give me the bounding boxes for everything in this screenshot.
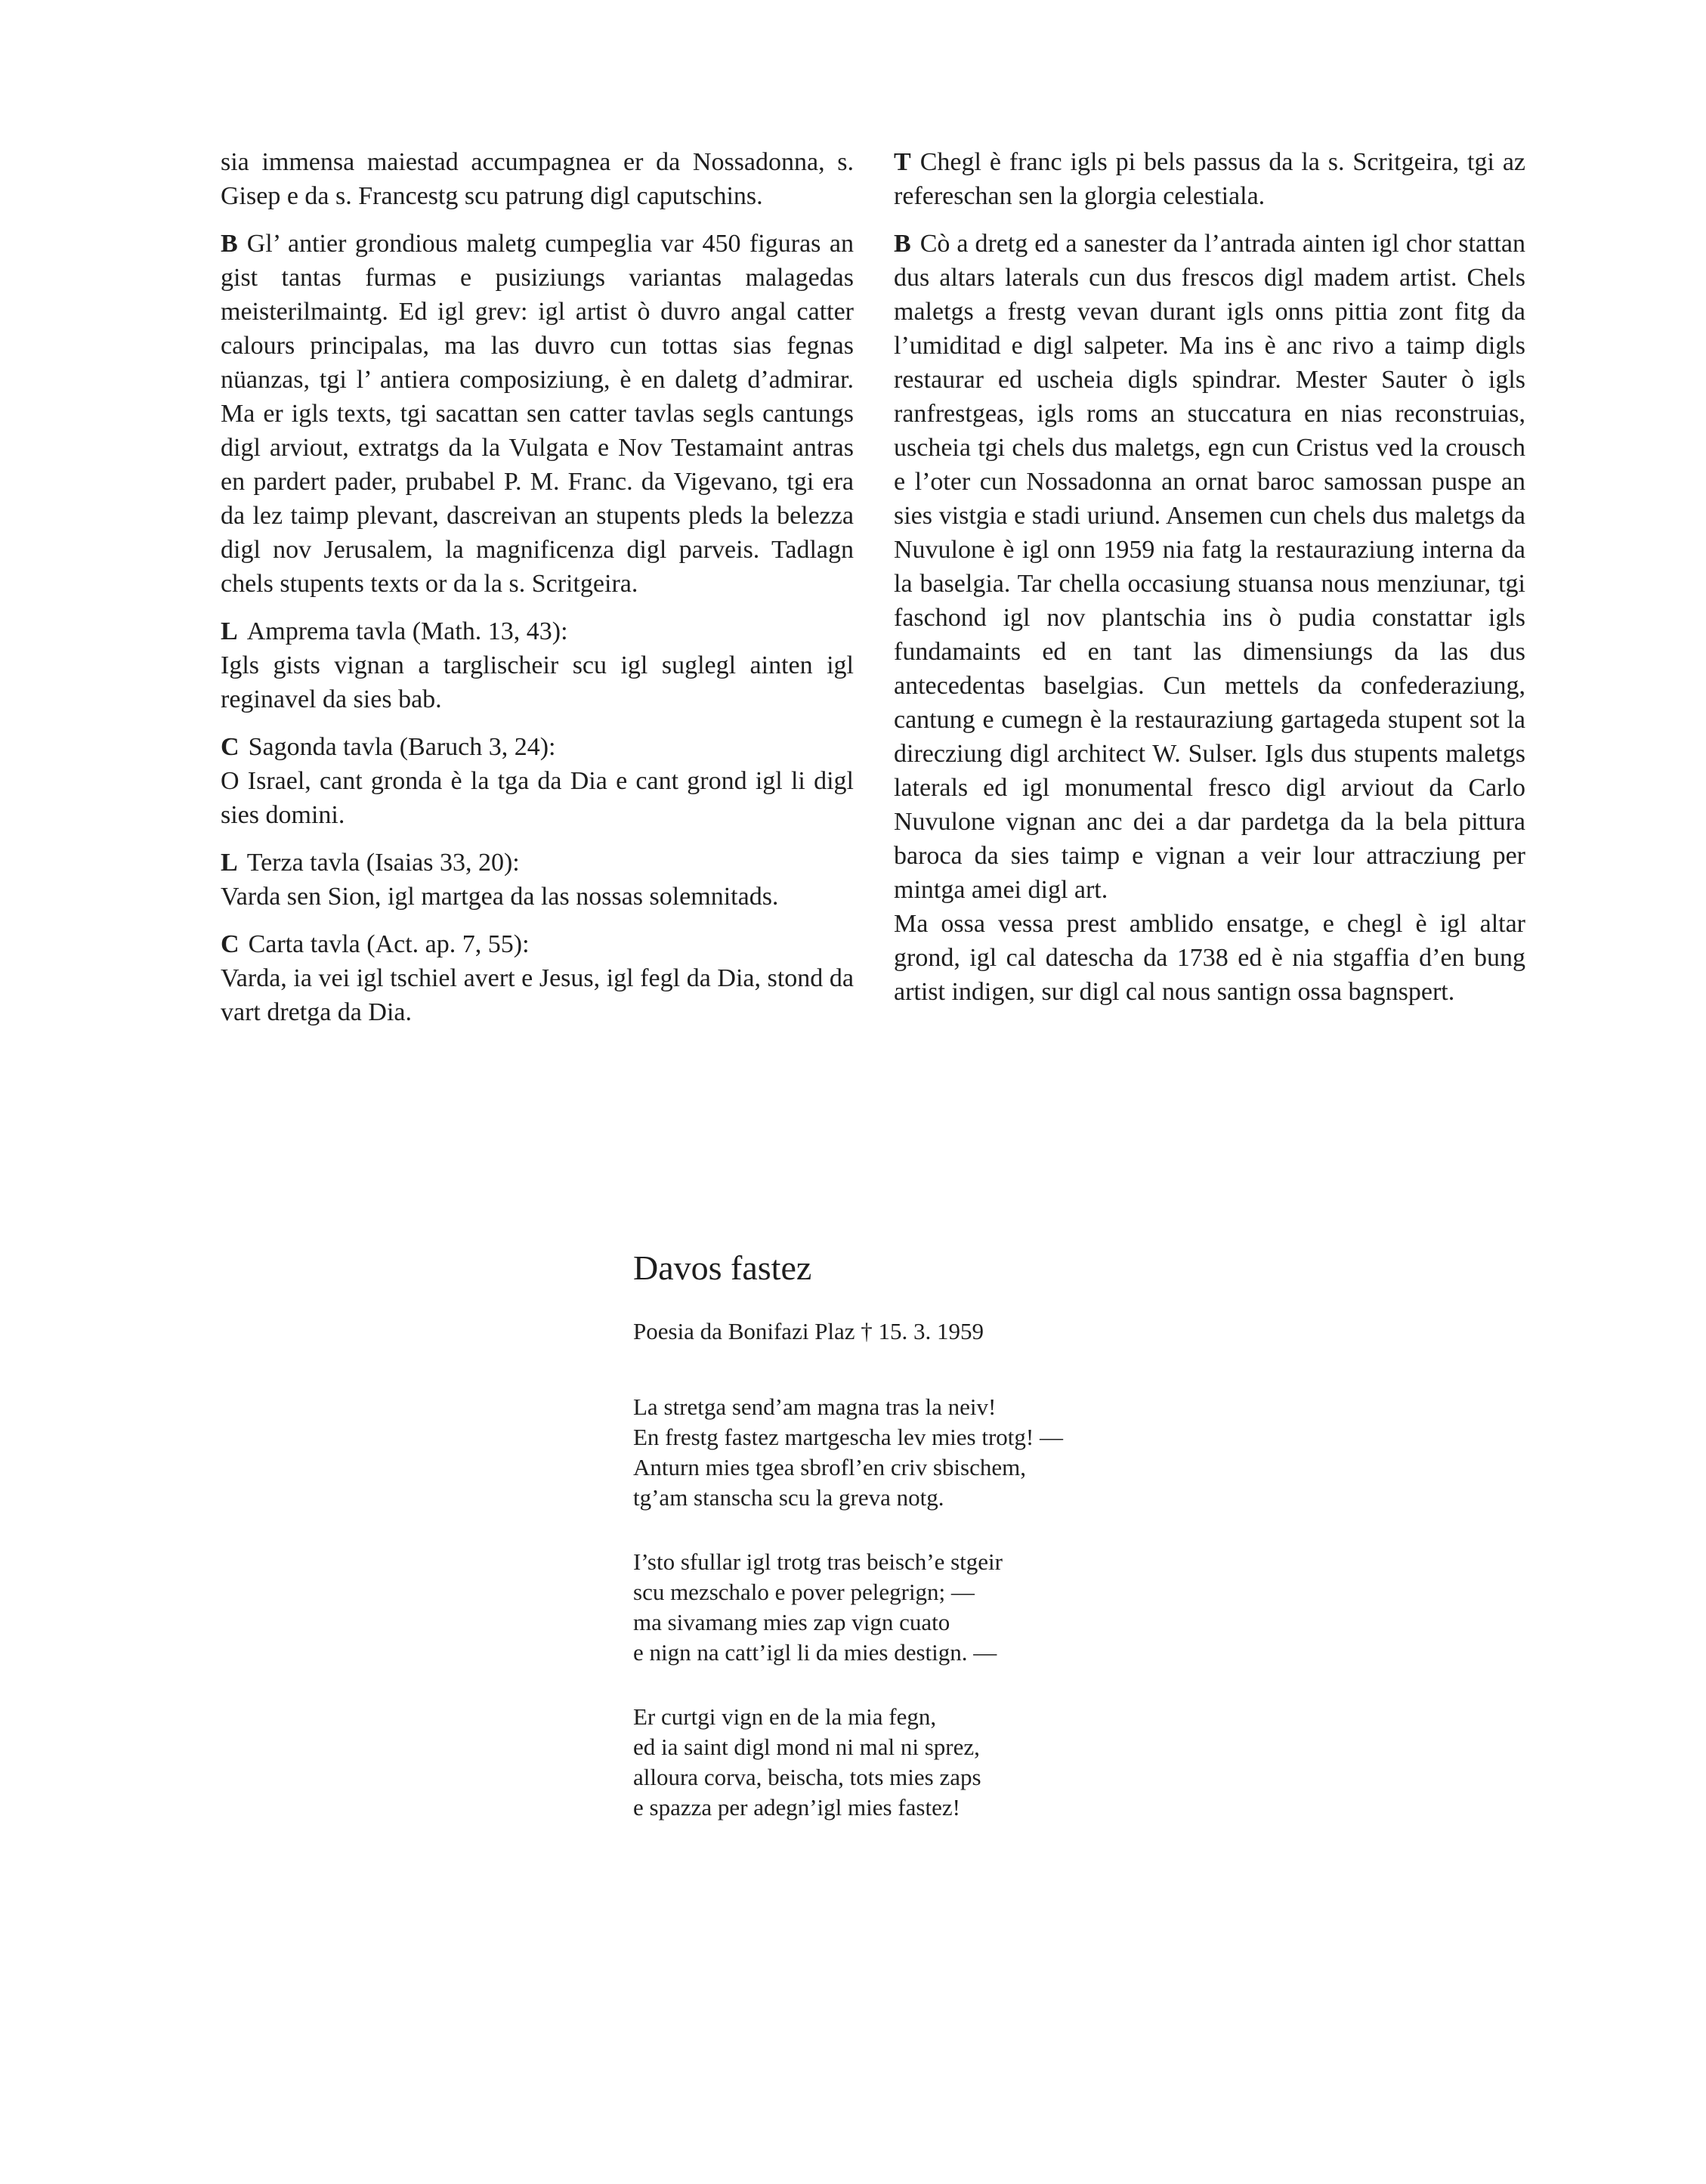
paragraph-text: Chegl è franc igls pi bels passus da la s. Scritgeira, tgi az refereschan sen la glorgia celestiala. [894,148,1525,210]
poem-line: ma sivamang mies zap vign cuato [633,1609,950,1635]
lead-letter: L [221,617,238,645]
left-column [221,145,854,1043]
lead-letter: T [894,148,911,176]
poem-title: Davos fastez [633,1248,812,1287]
paragraph [221,614,854,716]
poem-stanza [633,1547,1464,1668]
tablet-heading-text: Terza tavla (Isaias 33, 20): [246,849,520,877]
paragraph-text: Gl’ antier grondious maletg cumpeglia var 450 figuras an gist tantas furmas e pusiziungs variantas malagedas meisterilmaintg. Ed igl grev: igl artist ò duvro angal catter calours principalas, ma las duvro cun tottas sias fegnas nüanzas, tgi l’ antiera composiziung, è en daletg d’admirar. Ma er igls texts, tgi sacattan sen catter tavlas segls cantungs digl arviout, extratgs da la Vulgata e Nov Testamaint antras en pardert pader, prubabel P. M. Franc. da Vigevano, tgi era da lez taimp plevant, dascreivan an stupents pleds la belezza digl nov Jerusalem, la magnificenza digl parveis. Tadlagn chels stupents texts or da la s. Scritgeira. [221,230,854,598]
poem-line: ed ia saint digl mond ni mal ni sprez, [633,1734,980,1760]
paragraph-text: O Israel, cant gronda è la tga da Dia e cant grond igl li digl sies domini. [221,767,854,829]
paragraph-text: sia immensa maiestad accumpagnea er da Nossadonna, s. Gisep e da s. Francestg scu patrung digl caputschins. [221,148,854,210]
poem-line: Er curtgi vign en de la mia fegn, [633,1703,937,1730]
paragraph [894,227,1525,907]
poem-line: tg’am stanscha scu la greva notg. [633,1484,944,1511]
tablet-heading-text: Carta tavla (Act. ap. 7, 55): [248,930,530,958]
lead-letter: B [894,230,911,258]
lead-letter: C [221,930,240,958]
poem-line: En frestg fastez martgescha lev mies trotg! — [633,1424,1063,1450]
poem [633,1247,1464,1857]
tablet-heading [221,927,854,961]
tablet-heading [221,730,854,764]
lead-letter: C [221,733,240,761]
lead-letter: B [221,230,238,258]
tablet-heading [221,846,854,880]
paragraph [221,846,854,914]
paragraph-text: Cò a dretg ed a sanester da l’antrada ainten igl chor stattan dus altars laterals cun dus frescos digl madem artist. Chels maletgs a frestg vevan durant igls onns pittia zont fitg da l’umiditad e digl salpeter. Ma ins è anc rivo a taimp digls restaurar ed uscheia digls spindrar. Mester Sauter ò igls ranfrestgeas, igls roms an stuccatura en nias reconstruias, uscheia tgi chels dus maletgs, egn cun Cristus ved la crousch e l’oter cun Nossadonna an ornat baroc samossan puspe an sies vistgia e stadi uriund. Ansemen cun chels dus maletgs da Nuvulone è igl onn 1959 nia fatg la restauraziung interna da la baselgia. Tar chella occasiung stuansa nous menziunar, tgi faschond igl nov plantschia ins ò pudia constattar igls fundamaints ed en tant las dimensiungs da las dus antecedentas baselgias. Cun mettels da confederaziung, cantung e cumegn è la restauraziung gartageda stupent sot la direcziung digl architect W. Sulser. Igls dus stupents maletgs laterals ed igl monumental fresco digl arviout da Carlo Nuvulone vignan anc dei a dar pardetga da la bela pittura baroca da sies taimp e vignan a veir lour attracziung per mintga amei digl art. [894,230,1525,904]
poem-line: I’sto sfullar igl trotg tras beisch’e stgeir [633,1548,1003,1575]
poem-line: scu mezschalo e pover pelegrign; — [633,1579,975,1605]
paragraph [221,227,854,601]
paragraph-text: Igls gists vignan a targlischeir scu igl suglegl ainten igl reginavel da sies bab. [221,651,854,713]
poem-line: e spazza per adegn’igl mies fastez! [633,1794,960,1821]
paragraph-text: Varda sen Sion, igl martgea da las nossas solemnitads. [221,883,779,911]
paragraph [221,145,854,213]
poem-subtitle: Poesia da Bonifazi Plaz † 15. 3. 1959 [633,1318,984,1344]
paragraph [894,145,1525,213]
poem-line: Anturn mies tgea sbrofl’en criv sbischem, [633,1454,1026,1480]
lead-letter: L [221,849,238,877]
poem-line: La stretga send’am magna tras la neiv! [633,1394,997,1420]
tablet-heading [221,614,854,648]
poem-line: e nign na catt’igl li da mies destign. — [633,1639,997,1666]
paragraph [221,927,854,1029]
tablet-heading-text: Amprema tavla (Math. 13, 43): [246,617,568,645]
paragraph-text: Varda, ia vei igl tschiel avert e Jesus, igl fegl da Dia, stond da vart dretga da Dia. [221,964,854,1026]
poem-stanza [633,1392,1464,1513]
paragraph [894,907,1525,1009]
right-column [894,145,1525,1022]
paragraph [221,730,854,832]
tablet-heading-text: Sagonda tavla (Baruch 3, 24): [248,733,556,761]
paragraph-text: Ma ossa vessa prest amblido ensatge, e chegl è igl altar grond, igl cal datescha da 1738 ed è nia stgaffia d’en bung artist indigen, sur digl cal nous santign ossa bagnspert. [894,910,1525,1006]
poem-stanza [633,1702,1464,1823]
poem-line: alloura corva, beischa, tots mies zaps [633,1764,981,1790]
